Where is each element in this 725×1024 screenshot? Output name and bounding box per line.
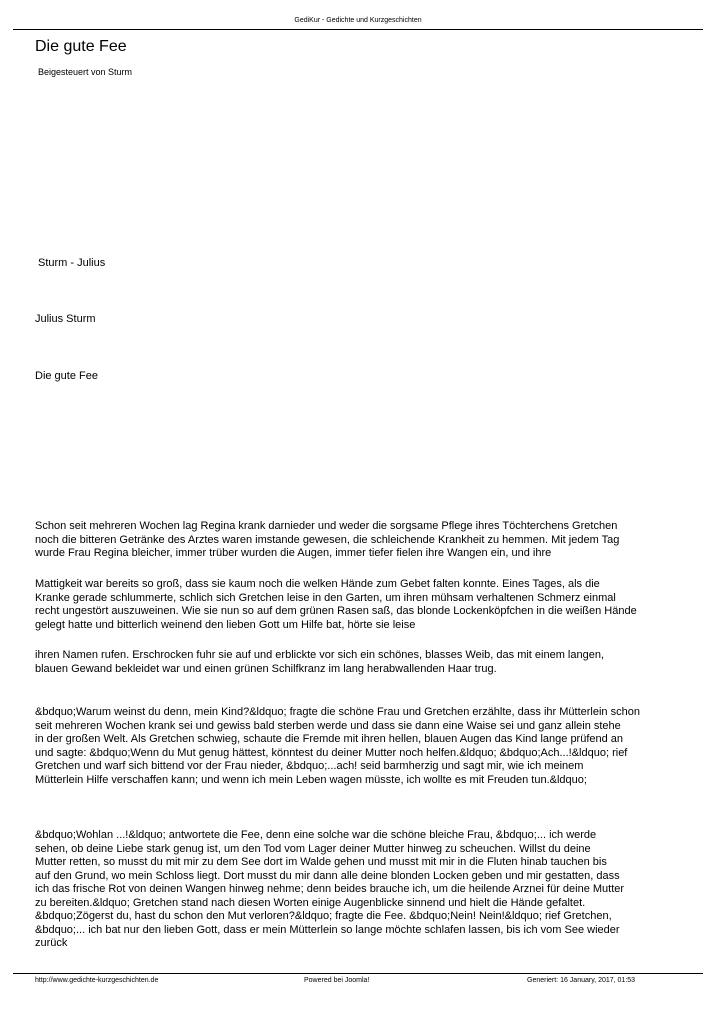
article-byline: Beigesteuert von Sturm (38, 67, 133, 77)
story-paragraph: Schon seit mehreren Wochen lag Regina krank darnieder und weder die sorgsame Pflege ihres Töchterchens Gretchen noch die bitteren Getränke des Arztes waren imstande gewesen, die schleichende Krankheit zu hemmen. Mit jedem Tag wurde Frau Regina bleicher, immer trüber wurden die Augen, immer tiefer fielen ihre Wangen ein, und ihre (35, 520, 620, 559)
footer-powered-by: Powered bei Joomla! (304, 977, 370, 984)
footer-generated-date: Generiert: 16 January, 2017, 01:53 (527, 977, 636, 984)
story-paragraph: &bdquo;Warum weinst du denn, mein Kind?&ldquo; fragte die schöne Frau und Gretchen erzählte, dass ihr Mütterlein schon seit mehreren Wochen krank sei und gewiss bald sterben werde und dass sie dann eine Waise sei und ganz allein stehe in der großen Welt. Als Gretchen schwieg, schaute die Fremde mit ihren hellen, blauen Augen das Kind lange prüfend an und sagte: &bdquo;Wenn du Mut genug hättest, könntest du deiner Mutter noch helfen.&ldquo; &bdquo;Ach...!&ldquo; rief Gretchen und warf sich bittend vor der Frau nieder, &bdquo;...ach! seid barmherzig und sagt mir, wie ich meinem Mütterlein Hilfe verschaffen kann; und wenn ich mein Leben wagen müsste, ich wollte es mit Freuden tun.&ldquo; (35, 706, 640, 786)
author-line: Sturm - Julius (38, 257, 106, 269)
header-divider (13, 29, 703, 30)
article-title: Die gute Fee (35, 38, 127, 55)
author-name-line: Julius Sturm (35, 313, 96, 325)
site-header-title: GediKur - Gedichte und Kurzgeschichten (294, 17, 422, 24)
story-paragraph: &bdquo;Wohlan ...!&ldquo; antwortete die Fee, denn eine solche war die schöne bleiche Frau, &bdquo;... ich werde sehen, ob deine Liebe stark genug ist, um den Tod vom Lager deiner Mutter hinweg zu scheuchen. Willst du deine Mutter retten, so musst du mit mir zu dem See dort im Walde gehen und musst mit mir in die Fluten hinab tauchen bis auf den Grund, wo mein Schloss liegt. Dort musst du mir dann alle deine blonden Locken geben und mir gestatten, dass ich das frische Rot von deinen Wangen hinweg nehme; denn beides brauche ich, um die heilende Arznei für deine Mutter zu bereiten.&ldquo; Gretchen stand nach diesen Worten einige Augenblicke sinnend und hielt die Hände gefaltet. &bdquo;Zögerst du, hast du schon den Mut verloren?&ldquo; fragte die Fee. &bdquo;Nein! Nein!&ldquo; rief Gretchen, &bdquo;... ich bat nur den lieben Gott, dass er mein Mütterlein so lange möchte schlafen lassen, bis ich vom See wieder zurück (35, 829, 625, 949)
story-paragraph: ihren Namen rufen. Erschrocken fuhr sie auf und erblickte vor sich ein schönes, blasses Weib, das mit einem langen, blauen Gewand bekleidet war und einen grünen Schilfkranz im lang herabwallenden Haar trug. (35, 649, 605, 675)
story-paragraph: Mattigkeit war bereits so groß, dass sie kaum noch die welken Hände zum Gebet falten konnte. Eines Tages, als die Kranke gerade schlummerte, schlich sich Gretchen leise in den Garten, um ihren mühsam verhaltenen Schmerz einmal recht ungestört auszuweinen. Wie sie nun so auf dem grünen Rasen saß, das blonde Lockenköpfchen in die weißen Hände gelegt hatte und bitterlich weinend den lieben Gott um Hilfe bat, hörte sie leise (35, 578, 637, 631)
footer-divider (13, 973, 703, 974)
footer-url: http://www.gedichte-kurzgeschichten.de (35, 977, 159, 984)
story-title-line: Die gute Fee (35, 370, 98, 382)
